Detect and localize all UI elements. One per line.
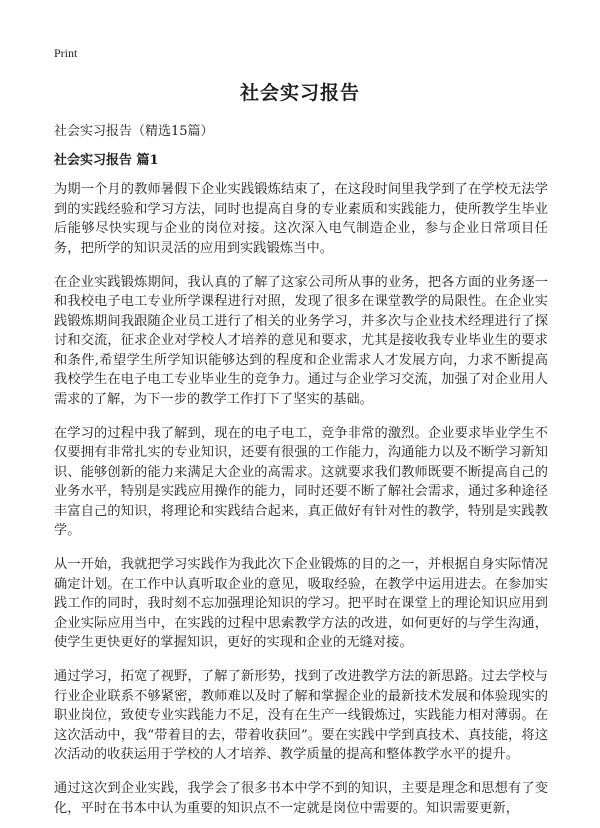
paragraph-3: 在学习的过程中我了解到，现在的电子电工，竞争非常的激烈。企业要求毕业学生不仅要拥有非常扎实的专业知识，还要有很强的工作能力，沟通能力以及不断学习新知识、能够创新的能力来满足大企业的高需求。这就要求我们教师既要不断提高自己的业务水平，特别是实践应用操作的能力，同时还要不断了解社会需求，通过多种途径丰富自己的知识，将理论和实践结合起来，真正做好有针对性的教学，特别是实践教学。 (54, 425, 548, 538)
page-title: 社会实习报告 (239, 82, 360, 104)
print-link[interactable]: Print (54, 46, 78, 60)
paragraph-2: 在企业实践锻炼期间，我认真的了解了这家公司所从事的业务，把各方面的业务逐一和我校电子电工专业所学课程进行对照，发现了很多在课堂教学的局限性。在企业实践锻炼期间我跟随企业员工进行了相关的业务学习，并多次与企业技术经理进行了探讨和交流，征求企业对学校人才培养的意见和要求，尤其是接收我专业毕业生的要求和条件,希望学生所学知识能够达到的程度和企业需求人才发展方向，力求不断提高我校学生在电子电工专业毕业生的竞争力。通过与企业学习交流，加强了对企业用人需求的了解，为下一步的教学工作打下了坚实的基础。 (54, 274, 548, 407)
paragraph-1: 为期一个月的教师暑假下企业实践锻炼结束了，在这段时间里我学到了在学校无法学到的实践经验和学习方法，同时也提高自身的专业素质和实践能力，使所教学生毕业后能够尽快实现与企业的岗位对接。这次深入电气制造企业，参与企业日常项目任务，把所学的知识灵活的应用到实践锻炼当中。 (54, 182, 548, 256)
document-subtitle: 社会实习报告（精选15篇） (54, 124, 214, 139)
paragraph-4: 从一开始，我就把学习实践作为我此次下企业锻炼的目的之一，并根据自身实际情况确定计划。在工作中认真听取企业的意见，吸取经验，在教学中运用进去。在参加实践工作的同时，我时刻不忘加强理论知识的学习。把平时在课堂上的理论知识应用到企业实际应用当中，在实践的过程中思索教学方法的改进，如何更好的与学生沟通，使学生更快更好的掌握知识，更好的实现和企业的无缝对接。 (54, 557, 548, 650)
paragraph-6: 通过这次到企业实践，我学会了很多书本中学不到的知识，主要是理念和思想有了变化，平时在书本中认为重要的知识点不一定就是岗位中需要的。知识需要更新， (54, 781, 548, 816)
section-heading: 社会实习报告 篇1 (54, 153, 159, 168)
paragraph-5: 通过学习，拓宽了视野，了解了新形势，找到了改进教学方法的新思路。过去学校与行业企业联系不够紧密，教师难以及时了解和掌握企业的最新技术发展和体验现实的职业岗位，致使专业实践能力不足，没有在生产一线锻炼过，实践能力相对薄弱。在这次活动中，我“带着目的去，带着收获回”。要在实践中学到真技术、真技能，将这次活动的收获运用于学校的人才培养、教学质量的提高和整体教学水平的提升。 (54, 669, 548, 762)
body-text (54, 180, 548, 828)
